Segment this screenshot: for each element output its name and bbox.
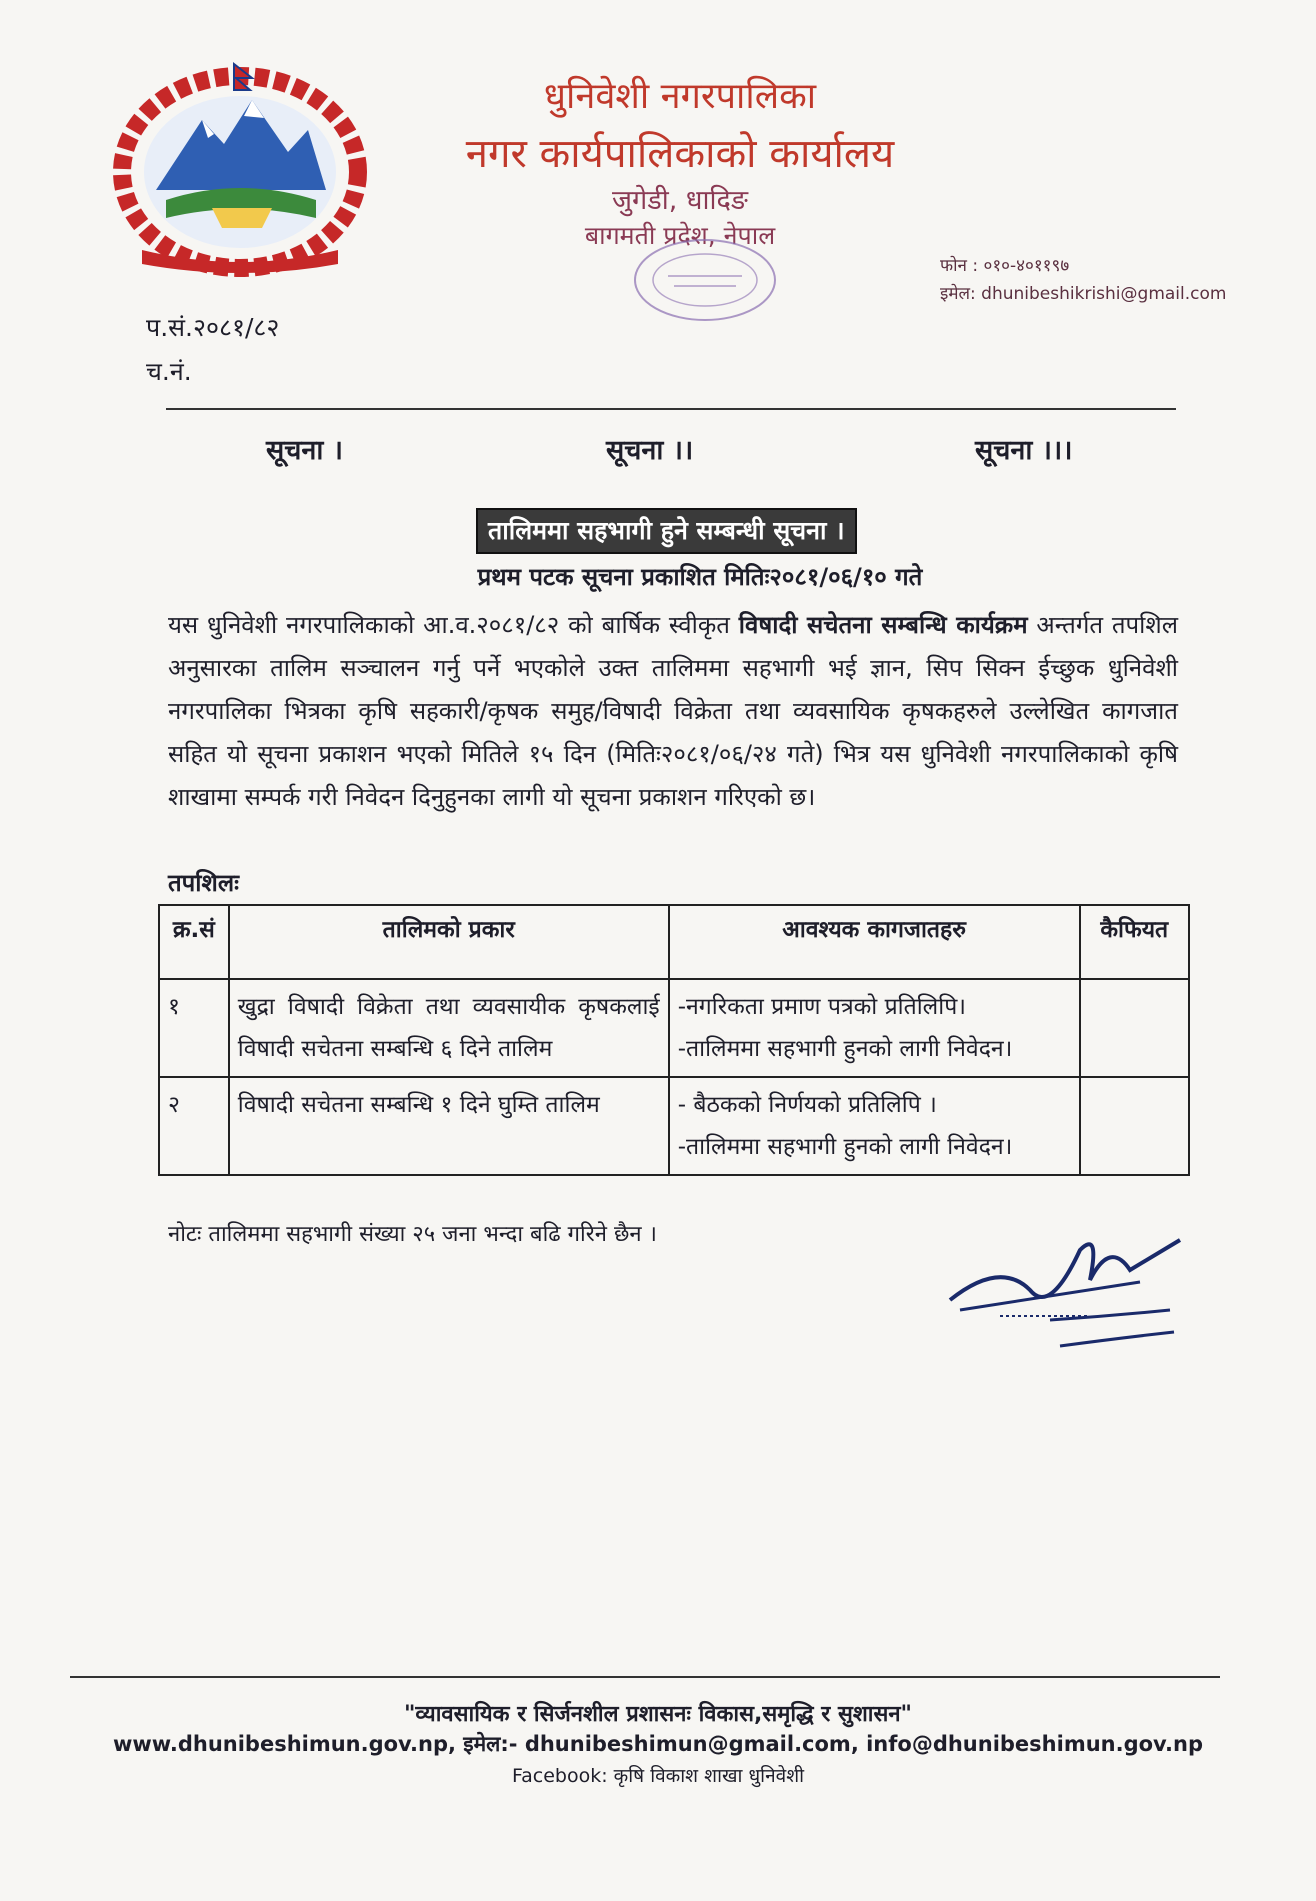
phone-number: फोन : ०१०-४०११९७ <box>940 256 1070 276</box>
document-item: -तालिममा सहभागी हुनको लागी निवेदन। <box>677 1134 1013 1160</box>
cell-remarks <box>1080 979 1189 1077</box>
cell-documents <box>669 979 1080 1077</box>
table-row <box>159 1077 1189 1175</box>
nepal-emblem-logo <box>112 60 368 278</box>
col-header-training: तालिमको प्रकार <box>229 905 669 979</box>
table-header-row <box>159 905 1189 979</box>
cell-documents <box>669 1077 1080 1175</box>
col-header-documents: आवश्यक कागजातहरु <box>669 905 1080 979</box>
body-part2: अन्तर्गत तपशिल अनुसारका तालिम सञ्चालन गर्नु पर्ने भएकोले उक्त तालिममा सहभागी भई ज्ञान, सिप सिक्न ईच्छुक धुनिवेशी नगरपालिका भित्रका कृषि सहकारी/कृषक समुह/विषादी विक्रेता तथा व्यवसायिक कृषकहरुले उल्लेखित कागजात सहित यो सूचना प्रकाशन भएको मितिले १५ दिन (मितिः२०८१/०६/२४ गते) भित्र यस धुनिवेशी नगरपालिकाको कृषि शाखामा सम्पर्क गरी निवेदन दिनुहुनका लागी यो सूचना प्रकाशन गरिएको छ। <box>168 611 1178 811</box>
tapsil-label: तपशिलः <box>168 869 239 897</box>
cell-training: विषादी सचेतना सम्बन्धि १ दिने घुम्ति तालिम <box>229 1077 669 1175</box>
email-address: इमेल: dhunibeshikrishi@gmail.com <box>940 284 1227 304</box>
document-item: -नगरिकता प्रमाण पत्रको प्रतिलिपि। <box>677 994 967 1020</box>
cell-sn: २ <box>159 1077 229 1175</box>
participant-note: नोटः तालिममा सहभागी संख्या २५ जना भन्दा बढि गरिने छैन । <box>168 1222 657 1247</box>
notice-cry-2: सूचना ।। <box>606 435 694 466</box>
notice-title: तालिममा सहभागी हुने सम्बन्धी सूचना । <box>476 508 857 554</box>
footer-facebook: Facebook: कृषि विकाश शाखा धुनिवेशी <box>511 1765 805 1787</box>
document-item: -तालिममा सहभागी हुनको लागी निवेदन। <box>677 1036 1013 1062</box>
contact-info <box>940 252 1226 308</box>
cell-remarks <box>1080 1077 1189 1175</box>
footer-divider <box>70 1676 1220 1678</box>
header-divider <box>166 408 1176 410</box>
training-table <box>158 904 1190 1176</box>
notice-cry-3: सूचना ।।। <box>975 435 1073 466</box>
org-office: नगर कार्यपालिकाको कार्यालय <box>465 131 895 177</box>
cell-training: खुद्रा विषादी विक्रेता तथा व्यवसायीक कृषकलाई विषादी सचेतना सम्बन्धि ६ दिने तालिम <box>229 979 669 1077</box>
col-header-sn: क्र.सं <box>159 905 229 979</box>
document-item: - बैठकको निर्णयको प्रतिलिपि । <box>677 1092 937 1118</box>
office-seal-stamp <box>628 232 782 328</box>
footer-slogan: "व्यावसायिक र सिर्जनशील प्रशासनः विकास,समृद्धि र सुशासन" <box>403 1702 913 1727</box>
cell-sn: १ <box>159 979 229 1077</box>
org-name: धुनिवेशी नगरपालिका <box>543 76 817 117</box>
notice-cry-1: सूचना । <box>266 435 344 466</box>
reference-number: प.सं.२०८१/८२ <box>146 313 280 342</box>
body-part1: यस धुनिवेशी नगरपालिकाको आ.व.२०८१/८२ को बार्षिक स्वीकृत <box>168 611 739 639</box>
col-header-remarks: कैफियत <box>1080 905 1189 979</box>
notice-body <box>168 604 1178 819</box>
publication-date: प्रथम पटक सूचना प्रकाशित मितिः२०८१/०६/१० गते <box>477 563 923 591</box>
dispatch-number: च.नं. <box>146 357 192 386</box>
table-row <box>159 979 1189 1077</box>
signature-stamp <box>940 1220 1190 1360</box>
footer-web-links: www.dhunibeshimun.gov.np, इमेल:- dhunibeshimun@gmail.com, info@dhunibeshimun.gov.np <box>113 1732 1203 1756</box>
body-program: विषादी सचेतना सम्बन्धि कार्यक्रम <box>738 611 1028 639</box>
org-address-line1: जुगेडी, धादिङ <box>612 185 748 216</box>
org-address-line2: बागमती प्रदेश, नेपाल <box>584 221 776 250</box>
